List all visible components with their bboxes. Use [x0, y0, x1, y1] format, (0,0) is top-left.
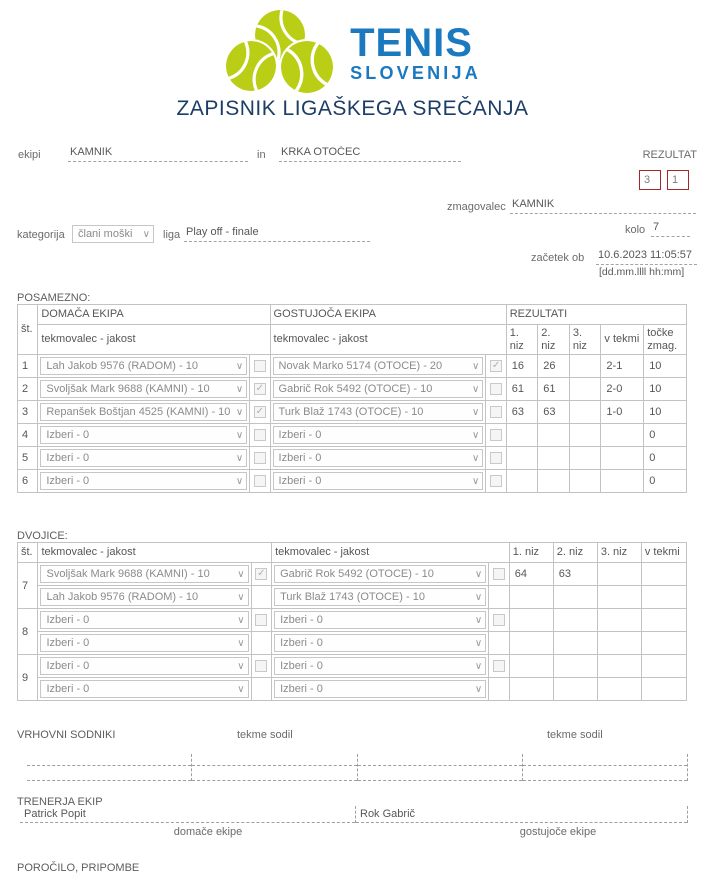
- doubles-header-set1: 1. niz: [509, 543, 553, 563]
- singles-header-st: št.: [18, 305, 38, 355]
- tennis-balls-icon: [224, 8, 336, 94]
- zacetek-format-hint: [dd.mm.llll hh:mm]: [599, 266, 685, 278]
- rezultat-label: REZULTAT: [642, 149, 697, 161]
- tenis-slovenija-logo: [0, 8, 705, 94]
- set2-score: [553, 609, 597, 632]
- match-score: 2-0: [601, 378, 644, 401]
- set1-score: [509, 609, 553, 632]
- chevron-down-icon: ∨: [474, 661, 483, 672]
- singles-header-home-player: tekmovalec - jakost: [38, 325, 270, 355]
- home-player-select-value: Izberi - 0: [46, 452, 90, 464]
- row-number: 9: [18, 655, 38, 701]
- home-player-select[interactable]: [40, 565, 248, 583]
- chevron-down-icon: ∨: [237, 592, 245, 603]
- home-player-select-value: Izberi - 0: [46, 614, 90, 626]
- doubles-row: [18, 655, 687, 678]
- judge-2-matches-line-2: [523, 766, 687, 781]
- home-player-select[interactable]: [40, 588, 248, 606]
- coaches-section-label: TRENERJA EKIP: [17, 796, 103, 808]
- guest-player-select[interactable]: [273, 357, 484, 375]
- judge-1-matches-line-1: [192, 754, 356, 766]
- set3-score: [569, 401, 601, 424]
- set1-score: 16: [506, 355, 538, 378]
- home-winner-checkbox[interactable]: ✓: [255, 406, 265, 418]
- match-score: [601, 424, 644, 447]
- match-score: 2-1: [601, 355, 644, 378]
- home-player-select-cell: [38, 447, 250, 470]
- chevron-down-icon: ∨: [472, 476, 480, 487]
- guest-player-select-cell: [272, 632, 489, 655]
- row-number: 3: [18, 401, 38, 424]
- guest-winner-checkbox-cell: [489, 655, 509, 678]
- guest-player-select[interactable]: [274, 611, 486, 629]
- doubles-row: [18, 678, 687, 701]
- set2-score: [538, 424, 570, 447]
- match-score: [641, 609, 686, 632]
- row-number: 1: [18, 355, 38, 378]
- match-score: [641, 563, 686, 586]
- home-winner-checkbox-cell: [250, 447, 270, 470]
- home-player-select[interactable]: [40, 426, 247, 444]
- home-coach-half: [20, 806, 356, 823]
- set3-score: [569, 447, 601, 470]
- home-player-select[interactable]: [40, 357, 247, 375]
- chevron-down-icon: ∨: [235, 361, 244, 372]
- home-player-select[interactable]: [40, 472, 247, 490]
- set3-score: [569, 424, 601, 447]
- zacetek-label: začetek ob: [531, 252, 585, 264]
- zmagovalec-label: zmagovalec: [447, 201, 506, 213]
- result-away-box[interactable]: 1: [667, 170, 689, 190]
- guest-player-select[interactable]: [273, 380, 484, 398]
- singles-header-home-team: DOMAČA EKIPA: [38, 305, 270, 325]
- tekme-sodil-left-label: tekme sodil: [237, 729, 293, 741]
- chevron-down-icon: ∨: [474, 638, 483, 649]
- chevron-down-icon: ∨: [474, 684, 483, 695]
- chevron-down-icon: ∨: [142, 229, 150, 240]
- guest-winner-checkbox-cell: [489, 678, 509, 701]
- singles-header-set1: 1. niz: [506, 325, 538, 355]
- guest-winner-checkbox[interactable]: ✓: [491, 360, 501, 372]
- singles-header-guest-player: tekmovalec - jakost: [270, 325, 506, 355]
- guest-player-select-cell: [272, 609, 489, 632]
- points-value: 10: [644, 355, 687, 378]
- home-player-select-cell: [38, 655, 251, 678]
- singles-header-guest-team: GOSTUJOČA EKIPA: [270, 305, 506, 325]
- home-player-select-cell: [38, 586, 251, 609]
- set3-score: [597, 609, 641, 632]
- singles-row: [18, 470, 687, 493]
- row-number: 2: [18, 378, 38, 401]
- chevron-down-icon: ∨: [237, 661, 245, 672]
- home-player-select[interactable]: [40, 611, 248, 629]
- set3-score: [597, 678, 641, 701]
- guest-winner-checkbox[interactable]: [490, 383, 502, 395]
- singles-row: [18, 447, 687, 470]
- guest-player-select-value: Gabrič Rok 5492 (OTOCE) - 10: [278, 383, 433, 395]
- home-coach-caption: domače ekipe: [173, 826, 243, 838]
- set2-score: 63: [538, 401, 570, 424]
- guest-player-select-cell: [272, 586, 489, 609]
- home-player-select-value: Svoljšak Mark 9688 (KAMNI) - 10: [46, 568, 210, 580]
- home-winner-checkbox-cell: [250, 401, 270, 424]
- logo-subtitle: SLOVENIJA: [350, 63, 481, 83]
- kolo-field: 7: [651, 221, 690, 237]
- set1-score: [509, 678, 553, 701]
- home-player-select[interactable]: [40, 657, 248, 675]
- liga-field: Play off - finale: [184, 226, 370, 242]
- guest-player-select[interactable]: [273, 472, 484, 490]
- match-score: [601, 447, 644, 470]
- home-player-select[interactable]: [40, 449, 247, 467]
- guest-player-select[interactable]: [274, 565, 486, 583]
- set1-score: [509, 655, 553, 678]
- set2-score: [538, 447, 570, 470]
- guest-player-select-cell: [272, 563, 489, 586]
- guest-player-select-value: Izberi - 0: [280, 660, 323, 672]
- guest-winner-checkbox[interactable]: [493, 568, 505, 580]
- set1-score: 64: [509, 563, 553, 586]
- chevron-down-icon: ∨: [237, 615, 245, 626]
- match-score: 1-0: [601, 401, 644, 424]
- guest-player-select-value: Izberi - 0: [280, 683, 323, 695]
- doubles-header-guest-player: tekmovalec - jakost: [272, 543, 510, 563]
- chevron-down-icon: ∨: [474, 592, 483, 603]
- row-number: 4: [18, 424, 38, 447]
- chevron-down-icon: ∨: [235, 476, 244, 487]
- set1-score: 61: [506, 378, 538, 401]
- guest-winner-checkbox-cell: [489, 632, 509, 655]
- kategorija-label: kategorija: [17, 229, 65, 241]
- guest-coach-name: Rok Gabrič: [356, 806, 687, 823]
- home-player-select-cell: [38, 401, 250, 424]
- singles-header-points: točke zmag.: [644, 325, 687, 355]
- set3-score: [569, 355, 601, 378]
- home-player-select-value: Izberi - 0: [46, 429, 90, 441]
- guest-winner-checkbox[interactable]: [490, 429, 502, 441]
- set1-score: [506, 470, 538, 493]
- guest-winner-checkbox-cell: [486, 424, 506, 447]
- guest-player-select-cell: [270, 355, 486, 378]
- home-winner-checkbox[interactable]: [255, 614, 267, 626]
- home-winner-checkbox-cell: [251, 678, 271, 701]
- points-value: 10: [644, 378, 687, 401]
- guest-winner-checkbox[interactable]: [493, 614, 505, 626]
- set1-score: [509, 632, 553, 655]
- set1-score: 63: [506, 401, 538, 424]
- ekipi-label: ekipi: [18, 149, 41, 161]
- judge-1-column: [27, 754, 192, 781]
- home-winner-checkbox-cell: [250, 470, 270, 493]
- doubles-header-match: v tekmi: [641, 543, 686, 563]
- home-winner-checkbox[interactable]: ✓: [257, 568, 266, 580]
- home-player-select-cell: [38, 378, 250, 401]
- home-winner-checkbox[interactable]: [254, 475, 266, 487]
- singles-header-results: REZULTATI: [506, 305, 686, 325]
- home-player-select-cell: [38, 424, 250, 447]
- set2-score: [553, 632, 597, 655]
- doubles-table-body: [18, 563, 687, 701]
- guest-player-select[interactable]: [274, 680, 486, 698]
- chevron-down-icon: ∨: [472, 407, 480, 418]
- match-score: [641, 655, 686, 678]
- set2-score: 63: [553, 563, 597, 586]
- guest-player-select[interactable]: [273, 449, 484, 467]
- set1-score: [509, 586, 553, 609]
- guest-player-select-cell: [270, 378, 486, 401]
- guest-player-select-value: Izberi - 0: [278, 429, 322, 441]
- home-player-select-value: Repanšek Boštjan 4525 (KAMNI) - 10: [46, 406, 231, 418]
- match-score: [641, 678, 686, 701]
- set2-score: [553, 586, 597, 609]
- guest-winner-checkbox[interactable]: [490, 452, 502, 464]
- guest-player-select-value: Izberi - 0: [278, 452, 322, 464]
- judge-2-matches-line-1: [523, 754, 687, 766]
- guest-player-select-value: Gabrič Rok 5492 (OTOCE) - 10: [280, 568, 434, 580]
- match-score: [641, 632, 686, 655]
- result-home-box[interactable]: 3: [639, 170, 661, 190]
- guest-player-select[interactable]: [274, 634, 486, 652]
- chevron-down-icon: ∨: [235, 407, 244, 418]
- set3-score: [569, 378, 601, 401]
- home-winner-checkbox[interactable]: [255, 660, 267, 672]
- home-player-select-cell: [38, 609, 251, 632]
- singles-table: [17, 304, 687, 493]
- guest-player-select-value: Turk Blaž 1743 (OTOCE) - 10: [278, 406, 424, 418]
- singles-row: [18, 401, 687, 424]
- home-player-select-value: Izberi - 0: [46, 475, 90, 487]
- home-winner-checkbox[interactable]: [254, 429, 266, 441]
- singles-row: [18, 378, 687, 401]
- row-number: 8: [18, 609, 38, 655]
- home-winner-checkbox-cell: [251, 632, 271, 655]
- kategorija-select-value: člani moški: [78, 228, 133, 240]
- coaches-row: [20, 806, 688, 823]
- judges-signature-grid: [27, 754, 688, 781]
- guest-player-select-cell: [272, 655, 489, 678]
- kategorija-select[interactable]: [72, 225, 154, 243]
- doubles-row: [18, 609, 687, 632]
- judge-1-signature-line: [27, 766, 191, 781]
- guest-player-select-cell: [272, 678, 489, 701]
- home-player-select-value: Svoljšak Mark 9688 (KAMNI) - 10: [46, 383, 210, 395]
- chevron-down-icon: ∨: [235, 384, 244, 395]
- home-winner-checkbox[interactable]: [254, 360, 266, 372]
- doubles-row: [18, 586, 687, 609]
- home-team-field: KAMNIK: [68, 146, 248, 162]
- judge-1-name-line: [27, 754, 191, 766]
- set2-score: [553, 678, 597, 701]
- chevron-down-icon: ∨: [472, 384, 480, 395]
- chevron-down-icon: ∨: [474, 569, 483, 580]
- doubles-section-label: DVOJICE:: [17, 530, 68, 542]
- guest-player-select-value: Izberi - 0: [280, 614, 323, 626]
- home-winner-checkbox[interactable]: ✓: [255, 383, 265, 395]
- guest-player-select-cell: [270, 447, 486, 470]
- home-player-select-value: Lah Jakob 9576 (RADOM) - 10: [46, 360, 198, 372]
- home-winner-checkbox-cell: [251, 586, 271, 609]
- tekme-sodil-right-label: tekme sodil: [547, 729, 603, 741]
- home-player-select[interactable]: [40, 680, 248, 698]
- judge-2-name-line: [358, 754, 522, 766]
- home-player-select-value: Izberi - 0: [46, 660, 90, 672]
- singles-section-label: POSAMEZNO:: [17, 292, 91, 304]
- home-winner-checkbox[interactable]: [254, 452, 266, 464]
- home-player-select-cell: [38, 470, 250, 493]
- home-player-select-cell: [38, 563, 251, 586]
- chevron-down-icon: ∨: [235, 430, 244, 441]
- doubles-row: [18, 563, 687, 586]
- guest-player-select-value: Izberi - 0: [280, 637, 323, 649]
- singles-header-set2: 2. niz: [538, 325, 570, 355]
- set1-score: [506, 447, 538, 470]
- singles-header-set3: 3. niz: [569, 325, 601, 355]
- judge-2-matches-column: [523, 754, 688, 781]
- guest-winner-checkbox-cell: [486, 470, 506, 493]
- guest-player-select-value: Turk Blaž 1743 (OTOCE) - 10: [280, 591, 425, 603]
- chevron-down-icon: ∨: [237, 569, 245, 580]
- home-player-select-cell: [38, 632, 251, 655]
- guest-winner-checkbox-cell: [486, 355, 506, 378]
- set2-score: [538, 470, 570, 493]
- report-section-label: POROČILO, PRIPOMBE: [17, 862, 140, 874]
- points-value: 0: [644, 447, 687, 470]
- home-player-select[interactable]: [40, 380, 247, 398]
- home-player-select[interactable]: [40, 403, 247, 421]
- guest-player-select[interactable]: [273, 403, 484, 421]
- home-player-select-value: Izberi - 0: [46, 683, 90, 695]
- guest-player-select[interactable]: [273, 426, 484, 444]
- guest-coach-half: [356, 806, 688, 823]
- guest-winner-checkbox[interactable]: [490, 406, 502, 418]
- judge-2-column: [358, 754, 523, 781]
- set3-score: [569, 470, 601, 493]
- guest-player-select-cell: [270, 401, 486, 424]
- set2-score: 61: [538, 378, 570, 401]
- match-score: [601, 470, 644, 493]
- chevron-down-icon: ∨: [237, 638, 245, 649]
- row-number: 7: [18, 563, 38, 609]
- away-team-field: KRKA OTOČEC: [279, 146, 461, 162]
- guest-winner-checkbox-cell: [489, 609, 509, 632]
- set3-score: [597, 655, 641, 678]
- guest-winner-checkbox-cell: [486, 401, 506, 424]
- home-winner-checkbox-cell: [251, 563, 271, 586]
- in-label: in: [257, 149, 266, 161]
- doubles-row: [18, 632, 687, 655]
- doubles-table: [17, 542, 687, 701]
- kolo-label: kolo: [625, 224, 646, 236]
- home-winner-checkbox-cell: [251, 655, 271, 678]
- set3-score: [597, 586, 641, 609]
- row-number: 6: [18, 470, 38, 493]
- judge-1-matches-line-2: [192, 766, 356, 781]
- guest-winner-checkbox-cell: [486, 378, 506, 401]
- set2-score: [553, 655, 597, 678]
- judges-section-label: VRHOVNI SODNIKI: [17, 729, 116, 741]
- home-winner-checkbox-cell: [250, 355, 270, 378]
- doubles-header-st: št.: [18, 543, 38, 563]
- judge-2-signature-line: [358, 766, 522, 781]
- guest-player-select[interactable]: [274, 657, 486, 675]
- chevron-down-icon: ∨: [237, 684, 245, 695]
- set2-score: 26: [538, 355, 570, 378]
- winner-field: KAMNIK: [510, 198, 696, 214]
- singles-row: [18, 355, 687, 378]
- singles-row: [18, 424, 687, 447]
- logo-wordmark: [350, 21, 481, 84]
- page-title: ZAPISNIK LIGAŠKEGA SREČANJA: [176, 97, 529, 120]
- points-value: 0: [644, 470, 687, 493]
- home-coach-name: Patrick Popit: [20, 806, 355, 823]
- home-player-select-cell: [38, 355, 250, 378]
- chevron-down-icon: ∨: [472, 430, 480, 441]
- guest-player-select-value: Izberi - 0: [278, 475, 322, 487]
- home-player-select[interactable]: [40, 634, 248, 652]
- logo-title: TENIS: [350, 21, 473, 65]
- set1-score: [506, 424, 538, 447]
- judge-1-matches-column: [192, 754, 357, 781]
- guest-winner-checkbox[interactable]: [490, 475, 502, 487]
- home-player-select-cell: [38, 678, 251, 701]
- points-value: 0: [644, 424, 687, 447]
- home-player-select-value: Lah Jakob 9576 (RADOM) - 10: [46, 591, 199, 603]
- guest-winner-checkbox-cell: [489, 563, 509, 586]
- guest-player-select-cell: [270, 424, 486, 447]
- chevron-down-icon: ∨: [472, 453, 480, 464]
- set3-score: [597, 563, 641, 586]
- chevron-down-icon: ∨: [235, 453, 244, 464]
- guest-coach-caption: gostujoče ekipe: [519, 826, 597, 838]
- doubles-header-set2: 2. niz: [553, 543, 597, 563]
- singles-table-body: [18, 355, 687, 493]
- home-winner-checkbox-cell: [250, 378, 270, 401]
- guest-player-select-cell: [270, 470, 486, 493]
- home-winner-checkbox-cell: [250, 424, 270, 447]
- guest-winner-checkbox-cell: [489, 586, 509, 609]
- home-player-select-value: Izberi - 0: [46, 637, 90, 649]
- doubles-header-home-player: tekmovalec - jakost: [38, 543, 272, 563]
- doubles-header-set3: 3. niz: [597, 543, 641, 563]
- guest-player-select-value: Novak Marko 5174 (OTOCE) - 20: [278, 360, 443, 372]
- guest-player-select[interactable]: [274, 588, 486, 606]
- home-winner-checkbox-cell: [251, 609, 271, 632]
- points-value: 10: [644, 401, 687, 424]
- match-score: [641, 586, 686, 609]
- liga-label: liga: [163, 229, 181, 241]
- chevron-down-icon: ∨: [474, 615, 483, 626]
- guest-winner-checkbox-cell: [486, 447, 506, 470]
- set3-score: [597, 632, 641, 655]
- row-number: 5: [18, 447, 38, 470]
- guest-winner-checkbox[interactable]: [493, 660, 505, 672]
- chevron-down-icon: ∨: [472, 361, 480, 372]
- zacetek-field: 10.6.2023 11:05:57: [596, 249, 697, 265]
- singles-header-match: v tekmi: [601, 325, 644, 355]
